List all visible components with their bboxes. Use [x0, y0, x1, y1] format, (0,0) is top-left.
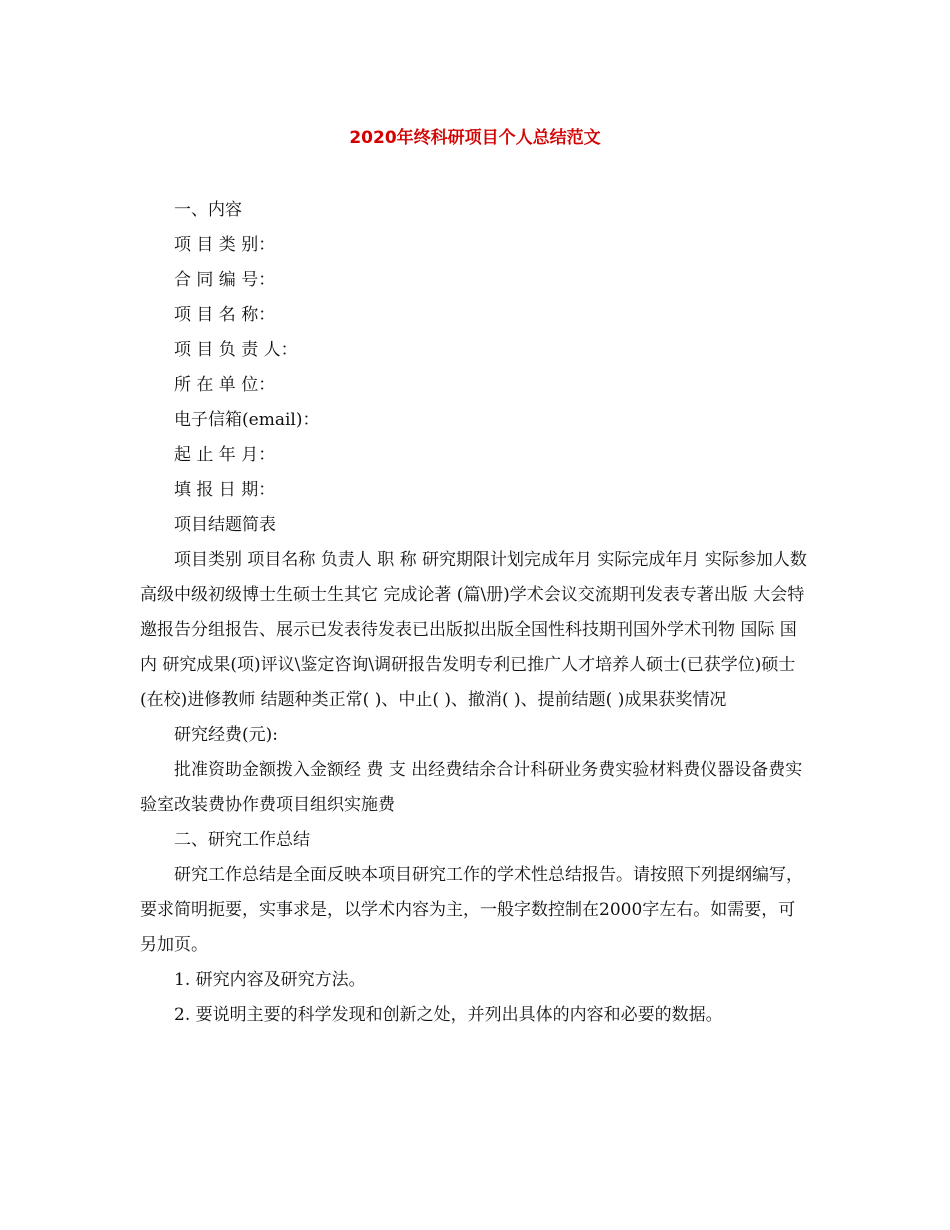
field-contract-number: 合 同 编 号：	[174, 270, 276, 290]
field-affiliation: 所 在 单 位：	[174, 375, 276, 395]
list-item-2: 2. 要说明主要的科学发现和创新之处，并列出具体的内容和必要的数据。	[174, 1005, 723, 1025]
field-report-date: 填 报 日 期：	[174, 480, 276, 500]
field-start-end-date: 起 止 年 月：	[174, 445, 276, 465]
paragraph-funding-items: 批准资助金额拨入金额经 费 支 出经费结余合计科研业务费实验材料费仪器设备费实验室改装费协作费项目组织实施费	[140, 760, 803, 815]
paragraph-summary-table-items: 项目类别 项目名称 负责人 职 称 研究期限计划完成年月 实际完成年月 实际参加人数高级中级初级博士生硕士生其它 完成论著 (篇\册)学术会议交流期刊发表专著出版 大会特邀报告分组报告、展示已发表待发表已出版拟出版全国性科技期刊国外学术刊物 国际 国内 研究成果(项)评议\鉴定咨询\调研报告发明专利已推广人才培养人硕士(已获学位)硕士(在校)进修教师 结题种类正常( )、中止( )、撤消( )、提前结题( )成果获奖情况	[140, 550, 807, 710]
field-project-category: 项 目 类 别：	[174, 235, 276, 255]
field-email: 电子信箱(email)：	[174, 410, 320, 430]
section-heading-content: 一、内容	[174, 200, 242, 220]
list-item-1: 1. 研究内容及研究方法。	[174, 970, 366, 990]
paragraph-summary-instructions: 研究工作总结是全面反映本项目研究工作的学术性总结报告。请按照下列提纲编写，要求简明扼要，实事求是，以学术内容为主，一般字数控制在2000字左右。如需要，可另加页。	[140, 865, 803, 955]
document-body	[140, 193, 812, 1033]
section-heading-work-summary: 二、研究工作总结	[174, 830, 310, 850]
subheading-summary-table: 项目结题简表	[174, 515, 276, 535]
paragraph-research-funding: 研究经费(元):	[174, 725, 278, 745]
field-project-name: 项 目 名 称：	[174, 305, 276, 325]
field-project-leader: 项 目 负 责 人：	[174, 340, 298, 360]
document-title: 2020年终科研项目个人总结范文	[349, 128, 601, 148]
